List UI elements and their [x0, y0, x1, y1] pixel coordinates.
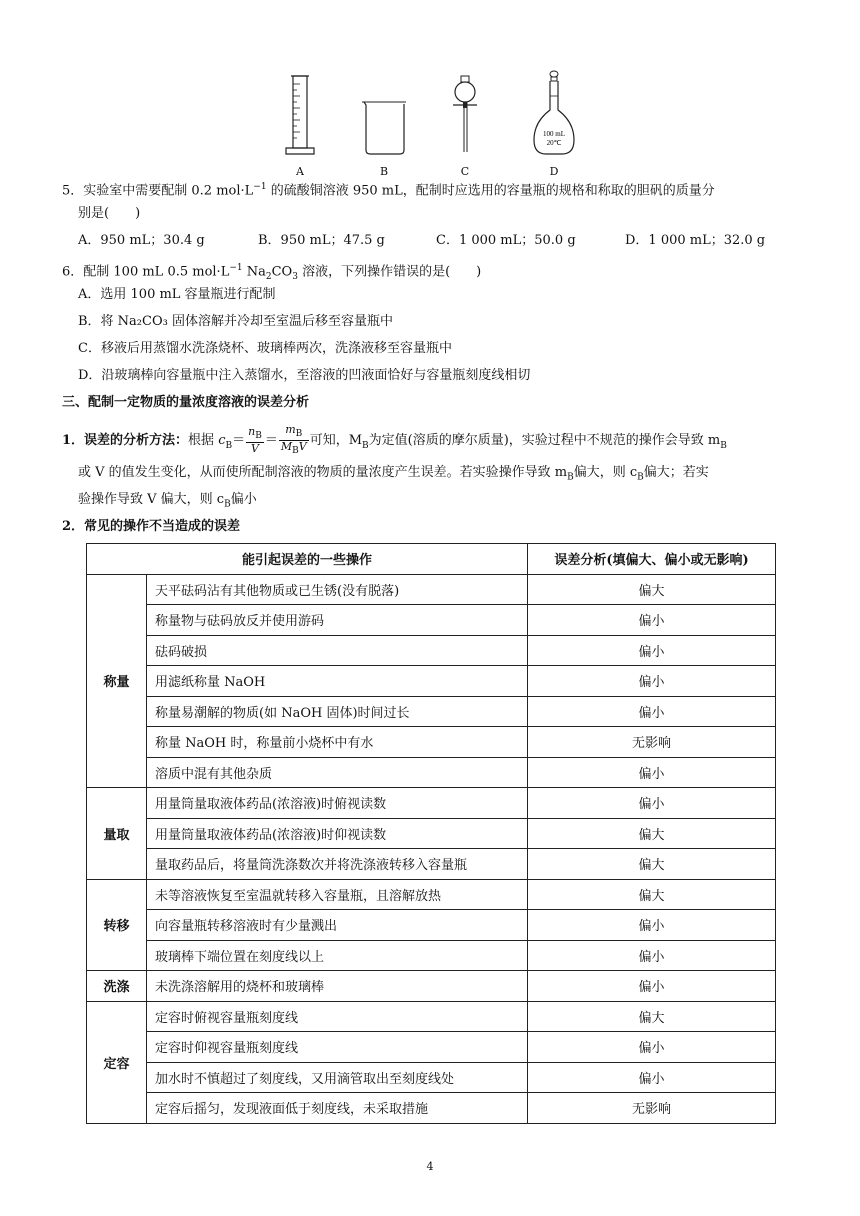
operation-cell: 未洗涤溶解用的烧杯和玻璃棒	[147, 971, 528, 1002]
operation-cell: 定容后摇匀，发现液面低于刻度线，未采取措施	[147, 1093, 528, 1124]
table-row	[87, 971, 776, 1002]
apparatus-figures	[270, 70, 590, 178]
table-row	[87, 788, 776, 819]
figure-label-b: B	[379, 165, 389, 178]
frac1-num: n	[248, 425, 256, 439]
graduated-cylinder-icon	[280, 70, 320, 162]
operation-cell: 称量物与砝码放反并使用游码	[147, 605, 528, 636]
q6-stem-part3: CO	[271, 264, 293, 280]
operation-cell: 定容时仰视容量瓶刻度线	[147, 1032, 528, 1063]
result-cell: 偏大	[528, 818, 776, 849]
result-cell: 偏小	[528, 940, 776, 971]
figure-label-a: A	[296, 165, 304, 178]
q6-stem-part1: 6．配制 100 mL 0.5 mol·L	[62, 264, 230, 280]
q5-stem-sup: −1	[253, 182, 267, 192]
table-row	[87, 727, 776, 758]
q6-option-c: C．移液后用蒸馏水洗涤烧杯、玻璃棒两次，洗涤液移至容量瓶中	[78, 341, 452, 356]
section3-p1-head: 1．误差的分析方法：	[62, 433, 189, 449]
section3-p1-line2-a: 或 V 的值发生变化，从而使所配制溶液的物质的量浓度产生误差。若实验操作导致 m	[78, 465, 568, 480]
q6-stem-part4: 溶液，下列操作错误的是( )	[297, 264, 482, 280]
operation-cell: 砝码破损	[147, 635, 528, 666]
table-row	[87, 757, 776, 788]
section3-p1-eq2: ＝	[264, 433, 278, 449]
operation-cell: 称量 NaOH 时，称量前小烧杯中有水	[147, 727, 528, 758]
operation-cell: 天平砝码沾有其他物质或已生锈(没有脱落)	[147, 574, 528, 605]
table-row	[87, 605, 776, 636]
section3-title: 三、配制一定物质的量浓度溶液的误差分析	[62, 395, 310, 410]
category-cell: 洗涤	[87, 971, 147, 1002]
table-row	[87, 849, 776, 880]
section3-p1-line3-a: 验操作导致 V 偏大，则 c	[78, 492, 225, 507]
frac1-den: V	[250, 442, 259, 456]
section3-p1-cb-sub: B	[225, 440, 233, 451]
error-analysis-table	[86, 543, 776, 1124]
result-cell: 偏小	[528, 971, 776, 1002]
separatory-funnel-icon	[440, 70, 490, 162]
fraction-n-over-v: $\frac{n_B}{V}$	[248, 425, 262, 456]
q5-stem-part2: 的硫酸铜溶液 950 mL，配制时应选用的容量瓶的规格和称取的胆矾的质量分	[266, 183, 715, 199]
figure-graduated-cylinder	[280, 70, 320, 178]
q5-option-a: A．950 mL；30.4 g	[78, 233, 205, 248]
table-body	[87, 574, 776, 1123]
result-cell: 偏大	[528, 574, 776, 605]
frac2-den: M	[280, 440, 293, 454]
table-header-row	[87, 544, 776, 575]
table-row	[87, 910, 776, 941]
operation-cell: 加水时不慎超过了刻度线，又用滴管取出至刻度线处	[147, 1062, 528, 1093]
result-cell: 偏小	[528, 757, 776, 788]
operation-cell: 定容时俯视容量瓶刻度线	[147, 1001, 528, 1032]
result-cell: 偏大	[528, 1001, 776, 1032]
table-row	[87, 1062, 776, 1093]
section3-p1-eq: ＝	[232, 433, 246, 449]
figure-volumetric-flask	[526, 70, 582, 178]
operation-cell: 用量筒量取液体药品(浓溶液)时仰视读数	[147, 818, 528, 849]
result-cell: 无影响	[528, 1093, 776, 1124]
fraction-m-over-mv: $\frac{m_B}{M_BV}$	[280, 423, 307, 457]
table-row	[87, 666, 776, 697]
beaker-icon	[354, 70, 414, 162]
category-cell: 转移	[87, 879, 147, 971]
volumetric-flask-icon	[526, 70, 582, 162]
section3-p1-line2-c: 偏大；若实	[643, 465, 709, 480]
q6-stem-sup: −1	[229, 263, 243, 273]
q6-stem-sub: 2	[265, 271, 272, 282]
figure-beaker	[354, 70, 414, 178]
section3-p1-line1: 1．误差的分析方法：根据 $c_B=$ $\frac{n_B}{V}$ ＝ $\frac{m_B}{M_BV}$ 可知，$M_B$为定值(溶质的摩尔质量)，实验过程中不规范的操作会导致 $m_B$	[62, 423, 727, 457]
q6-stem	[62, 258, 481, 287]
q5-option-c: C．1 000 mL；50.0 g	[436, 233, 576, 248]
operation-cell: 未等溶液恢复至室温就转移入容量瓶，且溶解放热	[147, 879, 528, 910]
result-cell: 偏小	[528, 788, 776, 819]
q5-stem-part1: 5．实验室中需要配制 0.2 mol·L	[62, 183, 254, 199]
q6-option-a: A．选用 100 mL 容量瓶进行配制	[78, 287, 276, 302]
operation-cell: 用量筒量取液体药品(浓溶液)时俯视读数	[147, 788, 528, 819]
q6-option-d: D．沿玻璃棒向容量瓶中注入蒸馏水，至溶液的凹液面恰好与容量瓶刻度线相切	[78, 368, 531, 383]
result-cell: 偏小	[528, 696, 776, 727]
result-cell: 偏小	[528, 910, 776, 941]
operation-cell: 玻璃棒下端位置在刻度线以上	[147, 940, 528, 971]
flask-temp-text: 20℃	[546, 139, 562, 147]
table-row	[87, 696, 776, 727]
category-cell: 量取	[87, 788, 147, 880]
frac2-num: m	[285, 423, 296, 436]
q5-option-b: B．950 mL；47.5 g	[258, 233, 385, 248]
section3-p1-tail2: 为定值(溶质的摩尔质量)，实验过程中不规范的操作会导致 m	[368, 433, 721, 449]
section3-p1-a: 根据	[188, 433, 219, 449]
q5-stem-line2: 别是( )	[78, 206, 141, 221]
result-cell: 偏大	[528, 879, 776, 910]
table-row	[87, 635, 776, 666]
q6-stem-sub2: 3	[292, 271, 298, 282]
result-cell: 偏小	[528, 1032, 776, 1063]
result-cell: 偏小	[528, 635, 776, 666]
page-number: 4	[426, 1160, 434, 1173]
header-operation: 能引起误差的一些操作	[87, 544, 528, 575]
table-row	[87, 818, 776, 849]
result-cell: 偏小	[528, 605, 776, 636]
figure-label-c: C	[460, 165, 470, 178]
q5-stem-line1	[62, 177, 715, 201]
operation-cell: 量取药品后，将量筒洗涤数次并将洗涤液转移入容量瓶	[147, 849, 528, 880]
section3-p1-line3: 验操作导致 V 偏大，则 $c_B$偏小	[78, 492, 257, 510]
figure-label-d: D	[549, 165, 559, 178]
result-cell: 无影响	[528, 727, 776, 758]
result-cell: 偏小	[528, 666, 776, 697]
category-cell: 定容	[87, 1001, 147, 1123]
header-result: 误差分析(填偏大、偏小或无影响)	[528, 544, 776, 575]
operation-cell: 溶质中混有其他杂质	[147, 757, 528, 788]
q5-option-d: D．1 000 mL；32.0 g	[625, 233, 766, 248]
section3-p1-cb: c	[218, 433, 226, 449]
q6-option-b: B．将 Na₂CO₃ 固体溶解并冷却至室温后移至容量瓶中	[78, 314, 393, 329]
operation-cell: 向容量瓶转移溶液时有少量溅出	[147, 910, 528, 941]
section3-p2-head: 2．常见的操作不当造成的误差	[62, 519, 241, 534]
q6-stem-part2: Na	[242, 264, 266, 280]
category-cell: 称量	[87, 574, 147, 788]
operation-cell: 称量易潮解的物质(如 NaOH 固体)时间过长	[147, 696, 528, 727]
table-row	[87, 574, 776, 605]
table-row	[87, 1001, 776, 1032]
result-cell: 偏小	[528, 1062, 776, 1093]
flask-volume-text: 100 mL	[543, 130, 565, 138]
table-row	[87, 940, 776, 971]
operation-cell: 用滤纸称量 NaOH	[147, 666, 528, 697]
table-row	[87, 1093, 776, 1124]
section3-p1-tail: 可知，M	[309, 433, 362, 449]
figure-separatory-funnel	[440, 70, 490, 178]
section3-p1-line2: 或 V 的值发生变化，从而使所配制溶液的物质的量浓度产生误差。若实验操作导致 $m_B$偏大，则 $c_B$偏大；若实	[78, 465, 709, 483]
section3-p1-line3-b: 偏小	[230, 492, 257, 507]
section3-p1-line2-b: 偏大，则 c	[573, 465, 638, 480]
result-cell: 偏大	[528, 849, 776, 880]
table-row	[87, 1032, 776, 1063]
table-row	[87, 879, 776, 910]
